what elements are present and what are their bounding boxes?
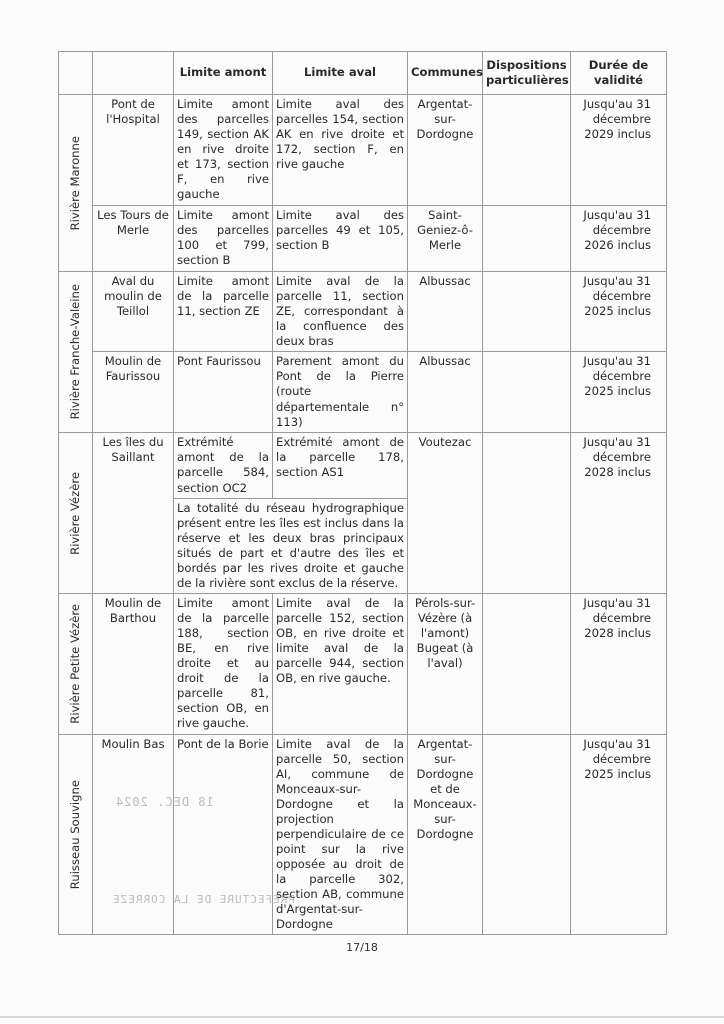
header-row [59,52,667,95]
communes-cell: Pérols-sur-Vézère (à l'amont) Bugeat (à l'aval) [408,593,483,734]
dispositions-cell [483,734,571,935]
header-limite-aval: Limite aval [273,52,408,95]
communes-cell: Saint-Geniez-ô-Merle [408,206,483,272]
header-limite-amont: Limite amont [174,52,273,95]
limite-amont-cell: Limite amont des parcelles 149, section AK en rive droite et 173, section F, en rive gauche [174,95,273,206]
limite-amont-cell: Limite amont de la parcelle 188, section BE, en rive droite et au droit de la parcelle 81, section OB, en rive gauche. [174,593,273,734]
dispositions-cell [483,593,571,734]
communes-cell: Albussac [408,352,483,433]
table-row [59,206,667,272]
limite-aval-cell: Limite aval de la parcelle 11, section ZE, correspondant à la confluence des deux bras [273,272,408,352]
river-label-vezere: Rivière Vézère [59,433,93,594]
communes-cell: Albussac [408,272,483,352]
dispositions-cell [483,95,571,206]
duree-cell: Jusqu'au 31 décembre 2029 inclus [571,95,667,206]
header-river [59,52,93,95]
dispositions-cell [483,206,571,272]
limite-amont-cell: Pont Faurissou [174,352,273,433]
dispositions-cell [483,433,571,594]
communes-cell: Argentat-sur-Dordogne et de Monceaux-sur-Dordogne [408,734,483,935]
page-number: 17/18 [346,941,378,954]
duree-cell: Jusqu'au 31 décembre 2025 inclus [571,734,667,935]
limite-aval-cell: Limite aval des parcelles 154, section AK en rive droite et 172, section F, en rive gauche [273,95,408,206]
note-cell: La totalité du réseau hydrographique présent entre les îles est inclus dans la réserve et les deux bras principaux situés de part et d'autre des îles et bordés par les rives droite et gauche de la rivière sont exclus de la réserve. [174,498,408,593]
header-duree: Durée de validité [571,52,667,95]
limite-aval-cell: Parement amont du Pont de la Pierre (route départementale n° 113) [273,352,408,433]
duree-cell: Jusqu'au 31 décembre 2028 inclus [571,593,667,734]
limite-amont-cell: Pont de la Borie [174,734,273,935]
communes-cell: Voutezac [408,433,483,594]
site-name: Pont de l'Hospital [93,95,174,206]
limite-aval-cell: Extrémité amont de la parcelle 178, section AS1 [273,433,408,498]
river-label-souvigne: Ruisseau Souvigne [59,734,93,935]
river-label-petite-vezere: Rivière Petite Vézère [59,593,93,734]
limite-aval-cell: Limite aval des parcelles 49 et 105, section B [273,206,408,272]
table-row [59,272,667,352]
duree-cell: Jusqu'au 31 décembre 2025 inclus [571,352,667,433]
scan-edge-line [0,1016,724,1018]
river-label-maronne: Rivière Maronne [59,95,93,272]
river-label-franche-valeine: Rivière Franche-Valeine [59,272,93,433]
limite-amont-cell: Limite amont des parcelles 100 et 799, section B [174,206,273,272]
site-name: Moulin Bas [93,734,174,935]
bleed-through-prefecture-stamp: PREFECTURE DE LA CORREZE [112,893,295,906]
table-row [59,593,667,734]
header-dispositions: Dispositions particulières [483,52,571,95]
communes-cell: Argentat-sur-Dordogne [408,95,483,206]
table-row [59,433,667,498]
limite-amont-cell: Extrémité amont de la parcelle 584, section OC2 [174,433,273,498]
site-name: Moulin de Barthou [93,593,174,734]
limite-aval-cell: Limite aval de la parcelle 50, section AI, commune de Monceaux-sur-Dordogne et la projection perpendiculaire de ce point sur la rive opposée au droit de la parcelle 302, section AB, commune d'Argentat-sur-Dordogne [273,734,408,935]
site-name: Aval du moulin de Teillol [93,272,174,352]
dispositions-cell [483,352,571,433]
dispositions-cell [483,272,571,352]
site-name: Les îles du Saillant [93,433,174,594]
site-name: Moulin de Faurissou [93,352,174,433]
header-site [93,52,174,95]
limite-amont-cell: Limite amont de la parcelle 11, section ZE [174,272,273,352]
site-name: Les Tours de Merle [93,206,174,272]
duree-cell: Jusqu'au 31 décembre 2025 inclus [571,272,667,352]
table-row [59,352,667,433]
table-row [59,95,667,206]
duree-cell: Jusqu'au 31 décembre 2026 inclus [571,206,667,272]
bleed-through-date-stamp: 18 DEC. 2024 [115,795,214,809]
duree-cell: Jusqu'au 31 décembre 2028 inclus [571,433,667,594]
limite-aval-cell: Limite aval de la parcelle 152, section OB, en rive droite et limite aval de la parcelle 944, section OB, en rive gauche. [273,593,408,734]
header-communes: Communes [408,52,483,95]
